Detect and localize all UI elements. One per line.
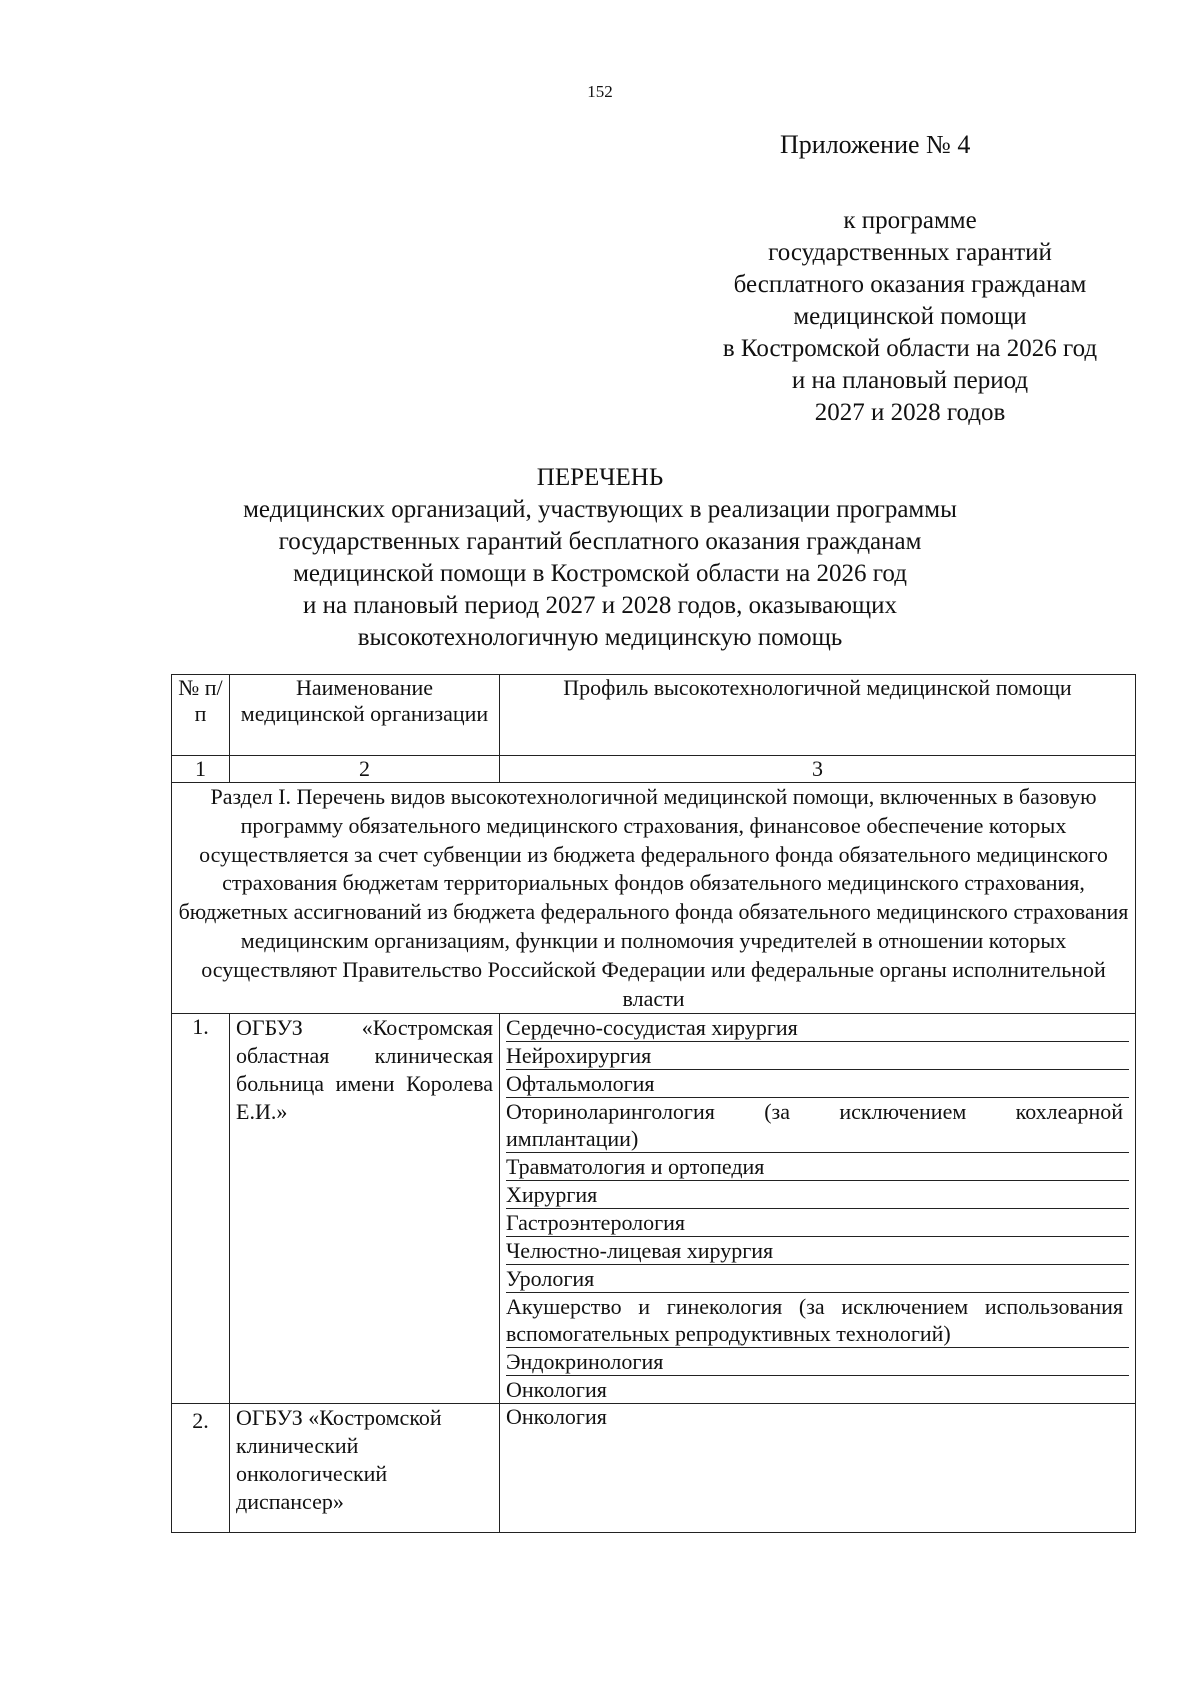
heading-line: медицинской помощи в Костромской области на 2026 год [293,560,907,587]
profile-item: Эндокринология [506,1348,1129,1376]
appendix-subtitle-line: в Костромской области на 2026 год [722,335,1098,362]
document-heading [0,462,1200,654]
row-number: 1. [172,1014,230,1404]
appendix-subtitle-line: и на плановый период [791,367,1029,394]
profile-item: Хирургия [506,1181,1129,1209]
section-row [172,783,1136,1014]
organizations-table [171,674,1136,1533]
organization-name: ОГБУЗ «Костромская областная клиническая больница имени Королева Е.И.» [230,1014,500,1404]
profile-item: Урология [506,1265,1129,1293]
table-row [172,1404,1136,1533]
profile-item: Сердечно-сосудистая хирургия [506,1014,1129,1042]
table-row [172,1014,1136,1404]
profile-list [506,1014,1129,1403]
header-profile: Профиль высокотехнологичной медицинской помощи [500,675,1136,756]
appendix-subtitle [630,205,1190,429]
header-num: № п/п [172,675,230,756]
appendix-title: Приложение № 4 [780,130,971,159]
profile-cell [500,1014,1136,1404]
profile-item: Онкология [506,1377,607,1403]
column-number: 3 [500,756,1136,783]
heading-line: высокотехнологичную медицинскую помощь [357,624,843,651]
section-title: Раздел I. Перечень видов высокотехнологичной медицинской помощи, включенных в базовую программу обязательного медицинского страхования, финансовое обеспечение которых осуществляется за счет субвенции из бюджета федерального фонда обязательного медицинского страхования бюджетам территориальных фондов обязательного медицинского страхования, бюджетных ассигнований из бюджета федерального фонда обязательного медицинского страхования медицинским организациям, функции и полномочия учредителей в отношении которых осуществляют Правительство Российской Федерации или федеральные органы исполнительной власти [172,783,1136,1014]
heading-line: государственных гарантий бесплатного оказания гражданам [278,528,922,555]
heading-title: ПЕРЕЧЕНЬ [536,464,664,491]
profile-item: Челюстно-лицевая хирургия [506,1237,1129,1265]
profile-item: Онкология [500,1404,1136,1533]
column-number: 1 [172,756,230,783]
column-number: 2 [230,756,500,783]
heading-line: и на плановый период 2027 и 2028 годов, оказывающих [303,592,897,619]
organization-name: ОГБУЗ «Костромской клинический онкологический диспансер» [230,1404,500,1533]
table-header-row [172,675,1136,756]
profile-item: Нейрохирургия [506,1042,1129,1070]
profile-item: Офтальмология [506,1070,1129,1098]
appendix-subtitle-line: бесплатного оказания гражданам [733,271,1087,298]
row-number: 2. [172,1404,230,1533]
profile-item: Травматология и ортопедия [506,1153,1129,1181]
page-number: 152 [587,82,613,101]
profile-item: Гастроэнтерология [506,1209,1129,1237]
appendix-subtitle-line: государственных гарантий [768,239,1052,266]
appendix-subtitle-line: к программе [843,207,977,234]
column-number-row [172,756,1136,783]
profile-item: Акушерство и гинекология (за исключением использования вспомогательных репродуктивных технологий) [506,1293,1129,1348]
profile-item: Оториноларингология (за исключением кохлеарной имплантации) [506,1098,1129,1153]
appendix-subtitle-line: медицинской помощи [793,303,1027,330]
appendix-subtitle-line: 2027 и 2028 годов [814,399,1006,426]
header-org: Наименование медицинской организации [230,675,500,756]
heading-line: медицинских организаций, участвующих в реализации программы [243,496,957,523]
